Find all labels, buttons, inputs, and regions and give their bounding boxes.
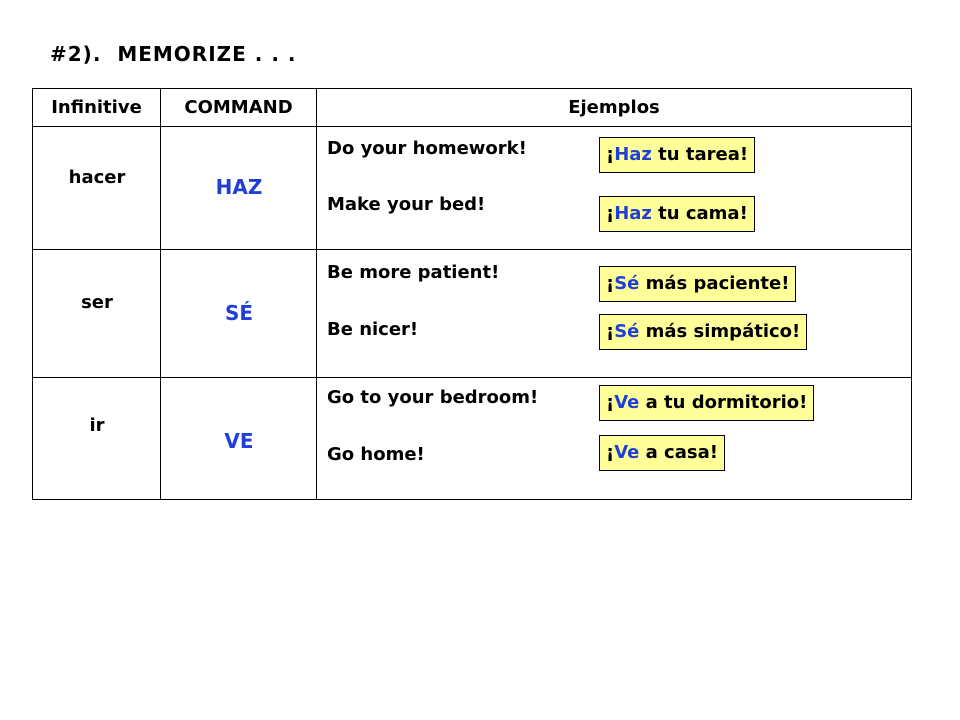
header-command: COMMAND	[184, 97, 293, 118]
example-english: Go to your bedroom!	[327, 387, 539, 408]
header-examples: Ejemplos	[568, 97, 660, 118]
page-title: #2). MEMORIZE . . .	[50, 42, 297, 66]
command-ve: VE	[224, 429, 254, 453]
example-english: Be more patient!	[327, 262, 500, 283]
header-infinitive: Infinitive	[51, 97, 142, 118]
command-haz: HAZ	[215, 175, 263, 199]
spanish-answer-box: ¡Haz tu tarea!	[599, 137, 755, 173]
spanish-answer-box: ¡Sé más simpático!	[599, 314, 807, 350]
infinitive-ir: ir	[89, 415, 105, 436]
example-english: Be nicer!	[327, 319, 419, 340]
infinitive-ser: ser	[81, 292, 113, 313]
command-se: SÉ	[224, 301, 254, 325]
spanish-answer-box: ¡Sé más paciente!	[599, 266, 796, 302]
row-divider	[33, 249, 911, 250]
spanish-answer-box: ¡Ve a casa!	[599, 435, 725, 471]
spanish-answer-box: ¡Haz tu cama!	[599, 196, 755, 232]
example-english: Make your bed!	[327, 194, 486, 215]
spanish-answer-box: ¡Ve a tu dormitorio!	[599, 385, 814, 421]
example-english: Do your homework!	[327, 138, 527, 159]
row-divider	[33, 126, 911, 127]
row-divider	[33, 377, 911, 378]
example-english: Go home!	[327, 444, 425, 465]
infinitive-hacer: hacer	[68, 167, 126, 188]
